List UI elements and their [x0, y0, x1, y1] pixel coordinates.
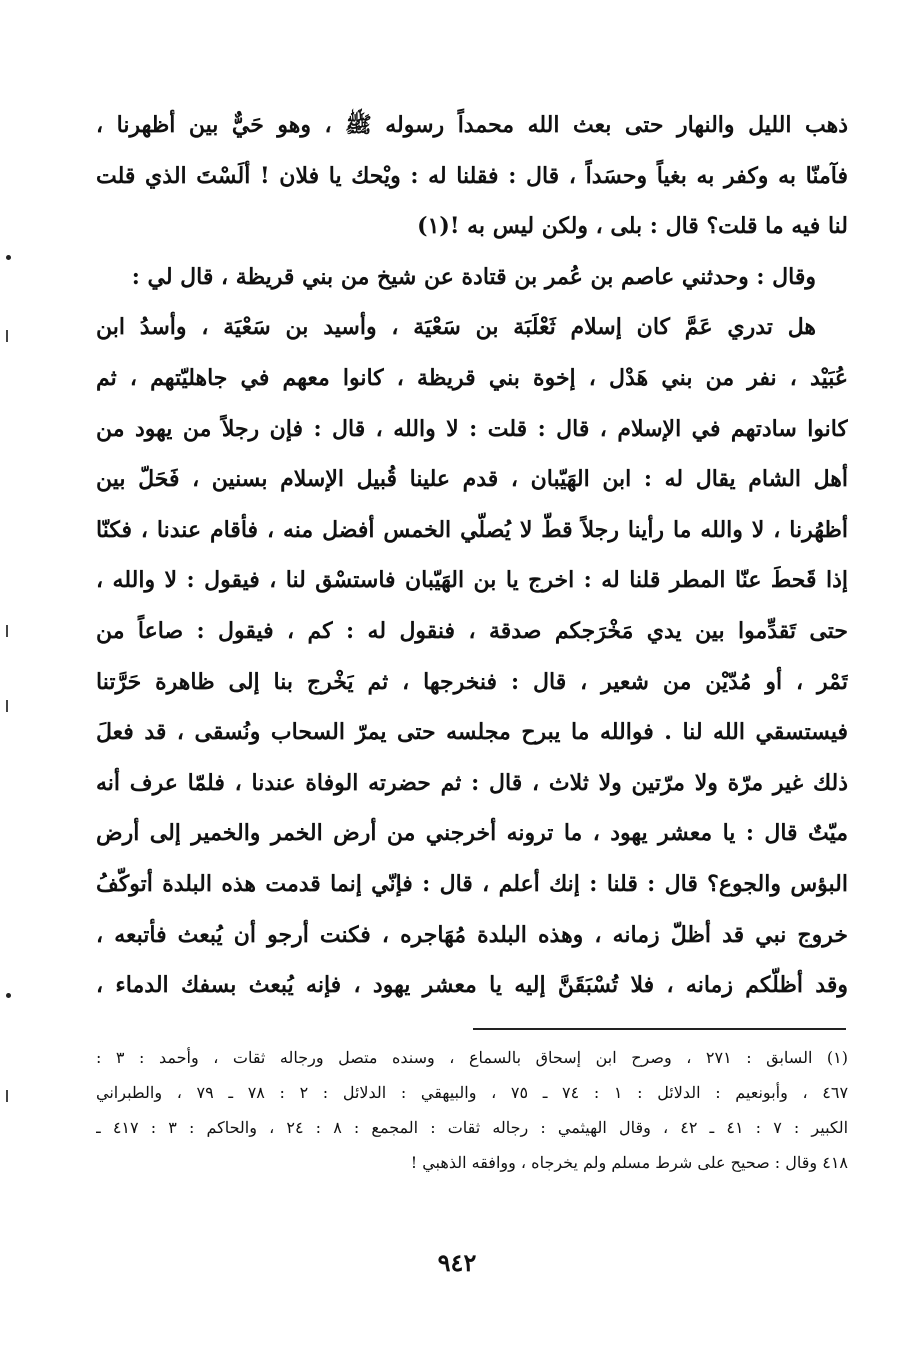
text-line: ذهب الليل والنهار حتى بعث الله محمداً رسوله ﷺ ، وهو حَيٌّ بين أظهرنا ، — [96, 112, 848, 138]
main-text — [96, 100, 848, 1011]
text-line: خروج نبي قد أظلّ زمانه ، وهذه البلدة مُهَاجره ، فكنت أرجو أن يُبعث فأتبعه ، — [96, 921, 848, 948]
text-line: تَمْر ، أو مُدّيْن من شعير ، قال : فنخرجها ، ثم يَخْرج بنا إلى ظاهرة حَرَّتنا — [96, 668, 848, 695]
text-line: فآمنّا به وكفر به بغياً وحسَداً ، قال : فقلنا له : ويْحك يا فلان ! ألَسْتَ الذي قلت — [96, 162, 848, 189]
text-line: البؤس والجوع؟ قال : قلنا : إنك أعلم ، قال : فإنّي إنما قدمت هذه البلدة أتوكّفُ — [96, 870, 848, 897]
text-line: كانوا سادتهم في الإسلام ، قال : قلت : لا والله ، قال : فإن رجلاً من يهود من — [96, 415, 848, 442]
text-line: عُبَيْد ، نفر من بني هَدْل ، إخوة بني قريظة ، كانوا معهم في جاهليّتهم ، ثم — [96, 364, 848, 391]
text-line: أهل الشام يقال له : ابن الهَيّبان ، قدم علينا قُبيل الإسلام بسنين ، فَحَلّ بين — [96, 466, 848, 493]
footnote-line: الكبير : ٧ : ٤١ ـ ٤٢ ، وقال الهيثمي : رجاله ثقات : المجمع : ٨ : ٢٤ ، والحاكم : ٣ : ٤١٧ ـ — [96, 1118, 848, 1137]
text-line: فيستسقي الله لنا . فوالله ما يبرح مجلسه حتى يمرّ السحاب ونُسقى ، قد فعلَ — [96, 719, 848, 746]
text-line: ميّتٌ قال : يا معشر يهود ، ما ترونه أخرجني من أرض الخمر والخمير إلى أرض — [96, 820, 848, 847]
text-line: هل تدري عَمَّ كان إسلام ثَعْلَبَة بن سَعْيَة ، وأسيد بن سَعْيَة ، وأسدُ ابن — [96, 314, 816, 341]
text-line: حتى تَقدِّموا بين يدي مَخْرَجكم صدقة ، فنقول له : كم ، فيقول : صاعاً من — [96, 617, 848, 644]
footnote-line: ٤٦٧ ، وأبونعيم : الدلائل : ١ : ٧٤ ـ ٧٥ ، والبيهقي : الدلائل : ٢ : ٧٨ ـ ٧٩ ، والطبراني — [96, 1083, 848, 1102]
margin-tick — [6, 625, 8, 637]
margin-tick — [6, 330, 8, 342]
text-line: وقال : وحدثني عاصم بن عُمر بن قتادة عن شيخ من بني قريظة ، قال لي : — [131, 263, 816, 290]
text-line: وقد أظلّكم زمانه ، فلا تُسْبَقَنَّ إليه يا معشر يهود ، فإنه يُبعث بسفك الدماء ، — [96, 972, 848, 999]
text-line: أظهُرنا ، لا والله ما رأينا رجلاً قطّ لا يُصلّي الخمس أفضل منه ، فأقام عندنا ، فكنّا — [96, 516, 848, 543]
page-number: ٩٤٢ — [437, 1248, 477, 1277]
margin-dot — [6, 993, 11, 998]
margin-tick — [6, 700, 8, 712]
footnote-line: (١) السابق : ٢٧١ ، وصرح ابن إسحاق بالسماع ، وسنده متصل ورجاله ثقات ، وأحمد : ٣ : — [96, 1048, 848, 1067]
margin-tick — [6, 1090, 8, 1102]
footnotes — [96, 1040, 848, 1180]
text-line: لنا فيه ما قلت؟ قال : بلى ، ولكن ليس به !(١) — [417, 213, 848, 240]
footnote-line: ٤١٨ وقال : صحيح على شرط مسلم ولم يخرجاه ، ووافقه الذهبي ! — [410, 1153, 848, 1172]
text-line: إذا قَحطَ عنّا المطر قلنا له : اخرج يا بن الهَيّبان فاستسْق لنا ، فيقول : لا والله ، — [96, 567, 848, 594]
margin-dot — [6, 255, 11, 260]
footnote-separator — [473, 1028, 846, 1030]
text-line: ذلك غير مرّة ولا مرّتين ولا ثلاث ، قال : ثم حضرته الوفاة عندنا ، فلمّا عرف أنه — [96, 769, 848, 796]
